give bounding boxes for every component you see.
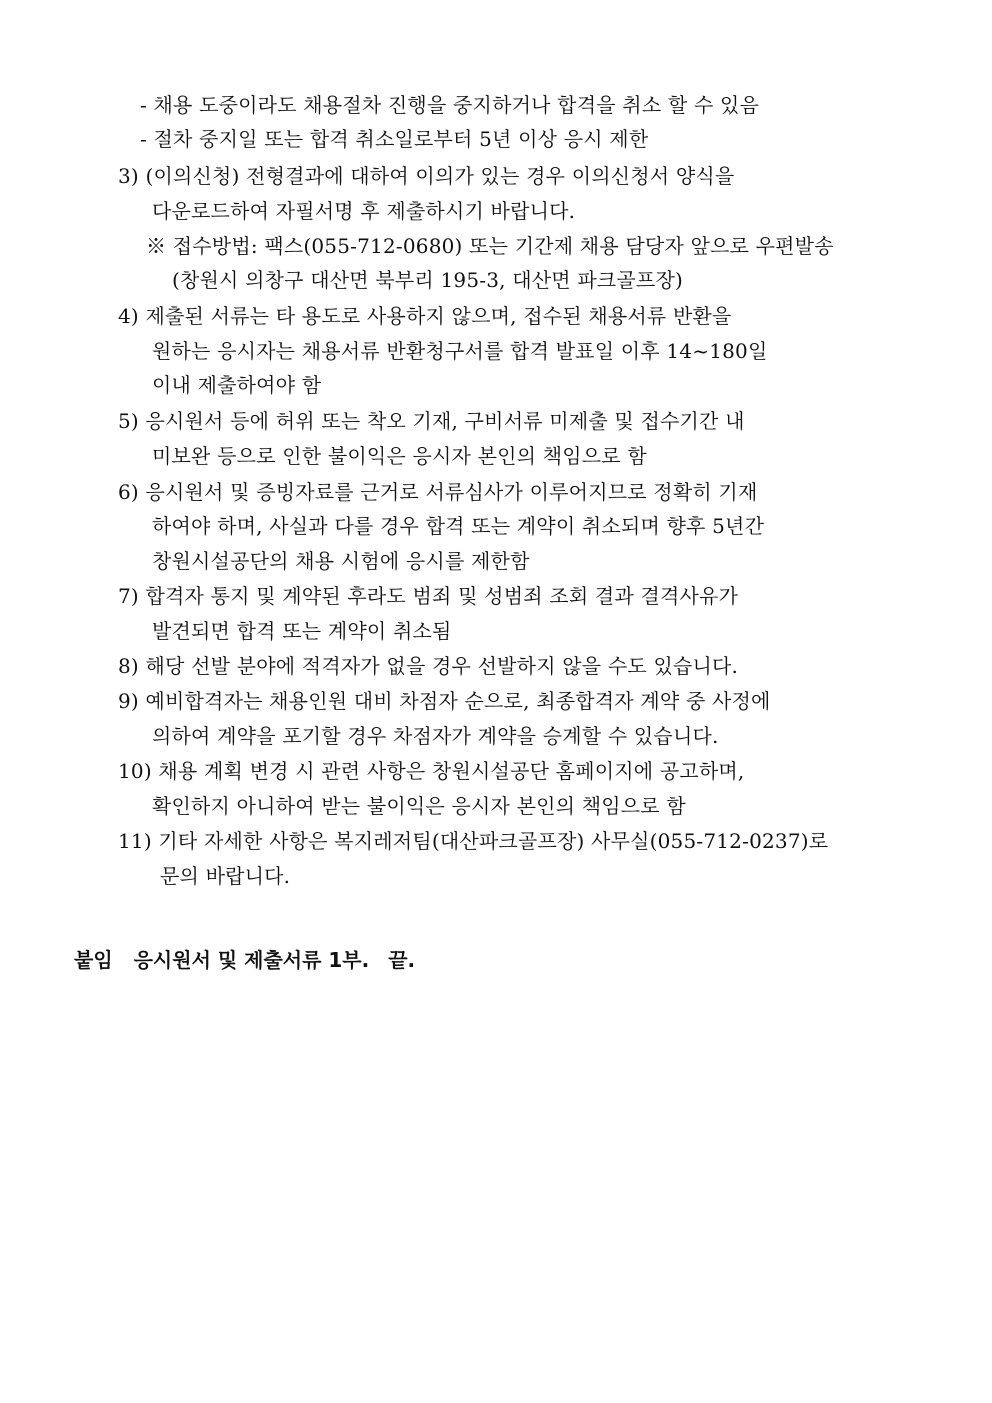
item-8-line-1: 8) 해당 선발 분야에 적격자가 없을 경우 선발하지 않을 수도 있습니다. <box>118 654 739 678</box>
item-7-line-2: 발견되면 합격 또는 계약이 취소됨 <box>152 619 452 643</box>
item-10-line-1: 10) 채용 계획 변경 시 관련 사항은 창원시설공단 홈페이지에 공고하며, <box>118 759 745 783</box>
restriction-note-line: - 절차 중지일 또는 합격 취소일로부터 5년 이상 응시 제한 <box>140 127 649 151</box>
item-5-line-1: 5) 응시원서 등에 허위 또는 착오 기재, 구비서류 미제출 및 접수기간 내 <box>118 409 745 433</box>
item-4-line-1: 4) 제출된 서류는 타 용도로 사용하지 않으며, 접수된 채용서류 반환을 <box>118 304 732 328</box>
attachment-text: 응시원서 및 제출서류 1부. <box>133 948 370 972</box>
item-5-line-2: 미보완 등으로 인한 불이익은 응시자 본인의 책임으로 함 <box>152 444 647 468</box>
item-9-line-1: 9) 예비합격자는 채용인원 대비 차점자 순으로, 최종합격자 계약 중 사정에 <box>118 689 771 713</box>
item-11-line-2: 문의 바랍니다. <box>160 864 291 888</box>
item-11-line-1: 11) 기타 자세한 사항은 복지레저팀(대산파크골프장) 사무실(055-712-0237)로 <box>118 829 829 853</box>
attachment-line <box>74 946 415 974</box>
item-7-line-1: 7) 합격자 통지 및 계약된 후라도 범죄 및 성범죄 조회 결과 결격사유가 <box>118 584 739 608</box>
item-3-line-1: 3) (이의신청) 전형결과에 대하여 이의가 있는 경우 이의신청서 양식을 <box>118 164 735 188</box>
item-6-line-3: 창원시설공단의 채용 시험에 응시를 제한함 <box>152 549 530 573</box>
item-6-line-2: 하여야 하며, 사실과 다를 경우 합격 또는 계약이 취소되며 향후 5년간 <box>152 514 765 538</box>
item-10-line-2: 확인하지 아니하여 받는 불이익은 응시자 본인의 책임으로 함 <box>152 794 686 818</box>
end-mark: 끝. <box>388 948 416 972</box>
item-3-line-2: 다운로드하여 자필서명 후 제출하시기 바랍니다. <box>152 199 576 223</box>
cancel-note-line: - 채용 도중이라도 채용절차 진행을 중지하거나 합격을 취소 할 수 있음 <box>140 93 760 117</box>
item-4-line-3: 이내 제출하여야 함 <box>152 373 322 397</box>
submission-method-note: ※ 접수방법: 팩스(055-712-0680) 또는 기간제 채용 담당자 앞으로 우편발송 <box>146 234 834 258</box>
attachment-label: 붙임 <box>74 948 113 972</box>
item-4-line-2: 원하는 응시자는 채용서류 반환청구서를 합격 발표일 이후 14~180일 <box>152 339 768 363</box>
item-6-line-1: 6) 응시원서 및 증빙자료를 근거로 서류심사가 이루어지므로 정확히 기재 <box>118 480 758 504</box>
submission-address-note: (창원시 의창구 대산면 북부리 195-3, 대산면 파크골프장) <box>172 268 683 292</box>
item-9-line-2: 의하여 계약을 포기할 경우 차점자가 계약을 승계할 수 있습니다. <box>152 724 719 748</box>
